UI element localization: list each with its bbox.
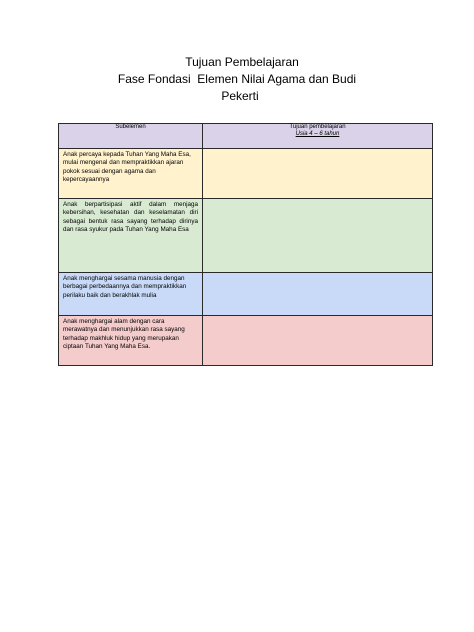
subelemen-cell <box>59 273 203 316</box>
subelemen-text: Anak percaya kepada Tuhan Yang Maha Esa, mulai mengenal dan mempraktikkan ajaran pokok sesuai dengan agama dan kepercayaannya <box>63 151 191 183</box>
title-line-3: Pekerti <box>221 89 259 103</box>
header-age-range: Usia 4 – 6 tahun <box>295 131 340 137</box>
subelemen-cell <box>59 149 203 199</box>
subelemen-text: Anak menghargai sesama manusia dengan berbagai perbedaannya dan mempraktikkan perilaku baik dan berakhlak mulia <box>63 275 187 299</box>
subelemen-text: Anak menghargai alam dengan cara merawatnya dan menunjukkan rasa sayang terhadap makhluk hidup yang merupakan ciptaan Tuhan Yang Maha Esa. <box>63 318 185 350</box>
header-tujuan-label: Tujuan pembelajaran <box>289 124 346 130</box>
tujuan-cell <box>203 316 433 366</box>
subelemen-text: Anak berpartisipasi aktif dalam menjaga kebersihan, kesehatan dan keselamatan diri sebagai bentuk rasa sayang terhadap dirinya dan rasa syukur pada Tuhan Yang Maha Esa <box>63 201 198 233</box>
table-header-row <box>59 124 433 149</box>
title-line-1: Tujuan Pembelajaran <box>185 55 299 69</box>
tujuan-text <box>203 316 432 318</box>
table-row <box>59 316 433 366</box>
table-row <box>59 273 433 316</box>
tujuan-text <box>203 273 432 275</box>
title-line-2: Fase Fondasi Elemen Nilai Agama dan Budi <box>117 72 357 86</box>
table-row <box>59 149 433 199</box>
table-row <box>59 199 433 273</box>
header-tujuan <box>203 124 433 149</box>
learning-objectives-table <box>58 123 433 366</box>
tujuan-cell <box>203 273 433 316</box>
subelemen-cell <box>59 199 203 273</box>
tujuan-text <box>203 149 432 151</box>
header-subelemen: Subelemen <box>59 124 203 149</box>
tujuan-text <box>203 199 432 201</box>
tujuan-cell <box>203 199 433 273</box>
tujuan-cell <box>203 149 433 199</box>
subelemen-cell <box>59 316 203 366</box>
document-title <box>0 54 474 105</box>
